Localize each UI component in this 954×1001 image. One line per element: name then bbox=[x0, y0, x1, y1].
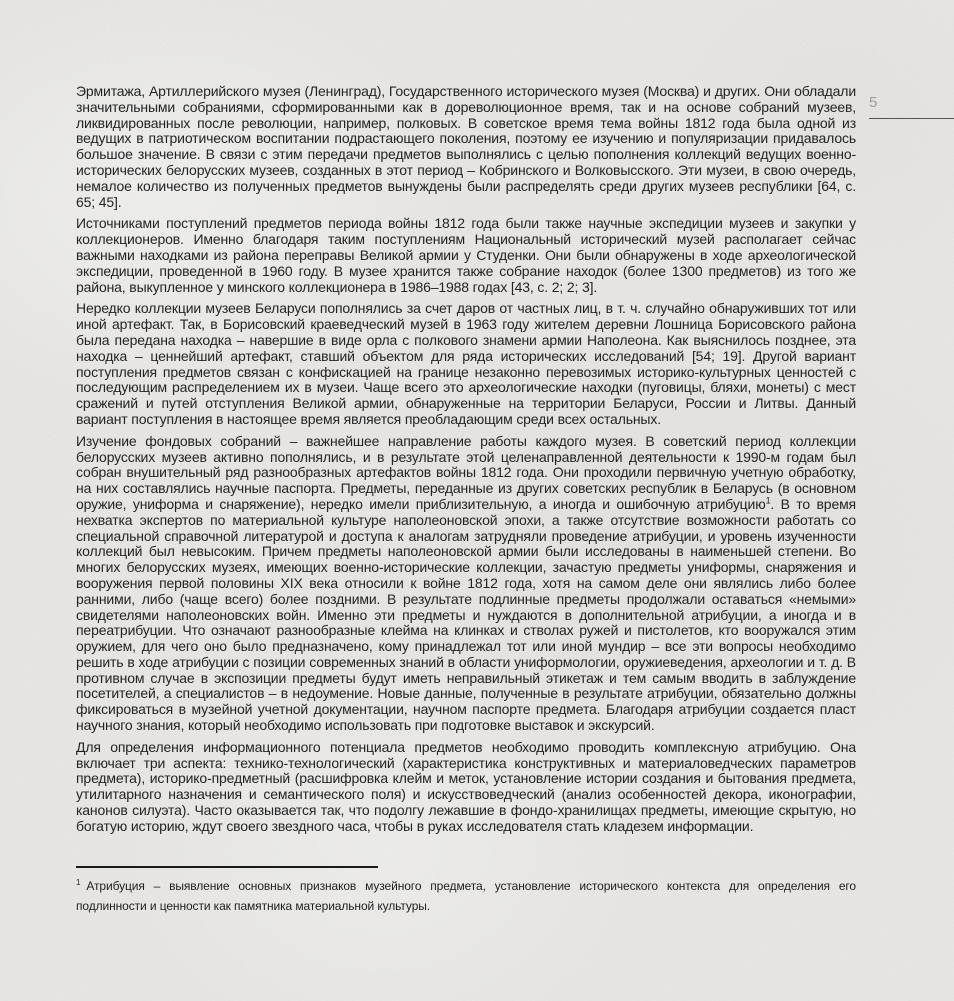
page-number-rule bbox=[869, 118, 954, 119]
paragraph: Нередко коллекции музеев Беларуси пополнялись за счет даров от частных лиц, в т. ч. случайно обнаруживших тот или иной артефакт. Так, в Борисовский краеведческий музей в 1963 году жителем деревни Лошница Борисовского района была передана находка – навершие в виде орла с полкового знамени армии Наполеона. Как выяснилось позднее, эта находка – ценнейший артефакт, ставший объектом для ряда исторических исследований [54; 19]. Другой вариант поступления предметов связан с конфискацией на границе незаконно перевозимых историко-культурных ценностей с последующим распределением их в музеи. Чаще всего это археологические находки (пуговицы, бляхи, монеты) с мест сражений и путей отступления Великой армии, обнаруженные на территории Беларуси, России и Литвы. Данный вариант поступления в настоящее время является преобладающим среди всех остальных. bbox=[76, 300, 856, 427]
page-number: 5 bbox=[869, 94, 878, 111]
paragraph: Эрмитажа, Артиллерийского музея (Ленинград), Государственного исторического музея (Москва) и других. Они обладали значительными собраниями, сформированными как в дореволюционное время, так и на основе собраний музеев, ликвидированных после революции, например, полковых. В советское время тема войны 1812 года была одной из ведущих в патриотическом воспитании подрастающего поколения, поэтому ее изучению и популяризации придавалось большое значение. В связи с этим передачи предметов выполнялись с целью пополнения коллекций ведущих военно-исторических белорусских музеев, созданных в этот период – Кобринского и Волковысского. Эти музеи, в свою очередь, немалое количество из полученных предметов вынуждены были распределять среди других музеев республики [64, с. 65; 45]. bbox=[76, 84, 856, 210]
text-column bbox=[76, 84, 856, 864]
footnote-area bbox=[76, 866, 856, 916]
paragraph: Для определения информационного потенциала предметов необходимо проводить комплексную атрибуцию. Она включает три аспекта: технико-технологический (характеристика конструктивных и материаловедческих параметров предмета), историко-предметный (расшифровка клейм и меток, установление истории создания и бытования предмета, утилитарного назначения и семантического поля) и искусствоведческий (анализ особенностей декора, иконографии, канонов силуэта). Часто оказывается так, что подолгу лежавшие в фондо-хранилищах предметы, имеющие скрытую, но богатую историю, ждут своего звездного часа, чтобы в руках исследователя стать кладезем информации. bbox=[76, 738, 856, 834]
footnote bbox=[76, 876, 856, 916]
paragraph: Источниками поступлений предметов периода войны 1812 года были также научные экспедиции музеев и закупки у коллекционеров. Именно благодаря таким поступлениям Национальный исторический музей располагает сейчас важными находками из района переправы Великой армии у Студенки. Они были обнаружены в ходе археологической экспедиции, проведенной в 1960 году. В музее хранится также собрание находок (более 1300 предметов) из того же района, выкупленное у минского коллекционера в 1986–1988 годах [43, с. 2; 2; 3]. bbox=[76, 215, 856, 295]
footnote-separator bbox=[76, 866, 378, 868]
paragraph bbox=[76, 434, 856, 734]
footnote-reference: 1 bbox=[765, 495, 771, 506]
paragraph-text: Изучение фондовых собраний – важнейшее направление работы каждого музея. В советский период коллекции белорусских музеев активно пополнялись, и в результате этой целенаправленной деятельности к 1990-м годам был собран внушительный ряд разнообразных артефактов войны 1812 года. Они проходили первичную учетную обработку, на них составлялись научные паспорта. Предметы, переданные из других советских республик в Беларусь (в основном оружие, униформа и снаряжение), нередко имели приблизительную, а иногда и ошибочную атрибуцию bbox=[76, 432, 856, 512]
footnote-text: Атрибуция – выявление основных признаков музейного предмета, установление исторического контекста для определения его подлинности и ценности как памятника материальной культуры. bbox=[76, 879, 856, 913]
footnote-marker: 1 bbox=[76, 878, 81, 887]
paragraph-text: . В то время нехватка экспертов по материальной культуре наполеоновской эпохи, а также отсутствие возможности работать со специальной справочной литературой и доступа к аналогам затрудняли проведение атрибуции, и уровень изученности коллекций был невысоким. Причем предметы наполеоновской армии были исследованы в наименьшей степени. Во многих белорусских музеях, имеющих военно-исторические коллекции, зачастую предметы униформы, снаряжения и вооружения первой половины XIX века относили к войне 1812 года, хотя на самом деле они являлись либо более ранними, либо (чаще всего) более поздними. В результате подлинные предметы продолжали оставаться «немыми» свидетелями наполеоновских войн. Именно эти предметы и нуждаются в дополнительной атрибуции, а иногда и в переатрибуции. Что означают разнообразные клейма на клинках и стволах ружей и пистолетов, кто вооружался этим оружием, для чего оно было предназначено, кому принадлежал тот или иной мундир – все эти вопросы необходимо решить в ходе атрибуции с позиции современных знаний в области униформологии, оружиеведения, археологии и т. д. В противном случае в экспозиции предметы будут иметь неправильный этикетаж и тем самым вводить в заблуждение посетителей, а специалистов – в недоумение. Новые данные, полученные в результате атрибуции, обязательно должны фиксироваться в музейной учетной документации, научном паспорте предмета. Благодаря атрибуции создается пласт научного знания, который необходимо использовать при подготовке выставок и экскурсий. bbox=[76, 495, 856, 734]
